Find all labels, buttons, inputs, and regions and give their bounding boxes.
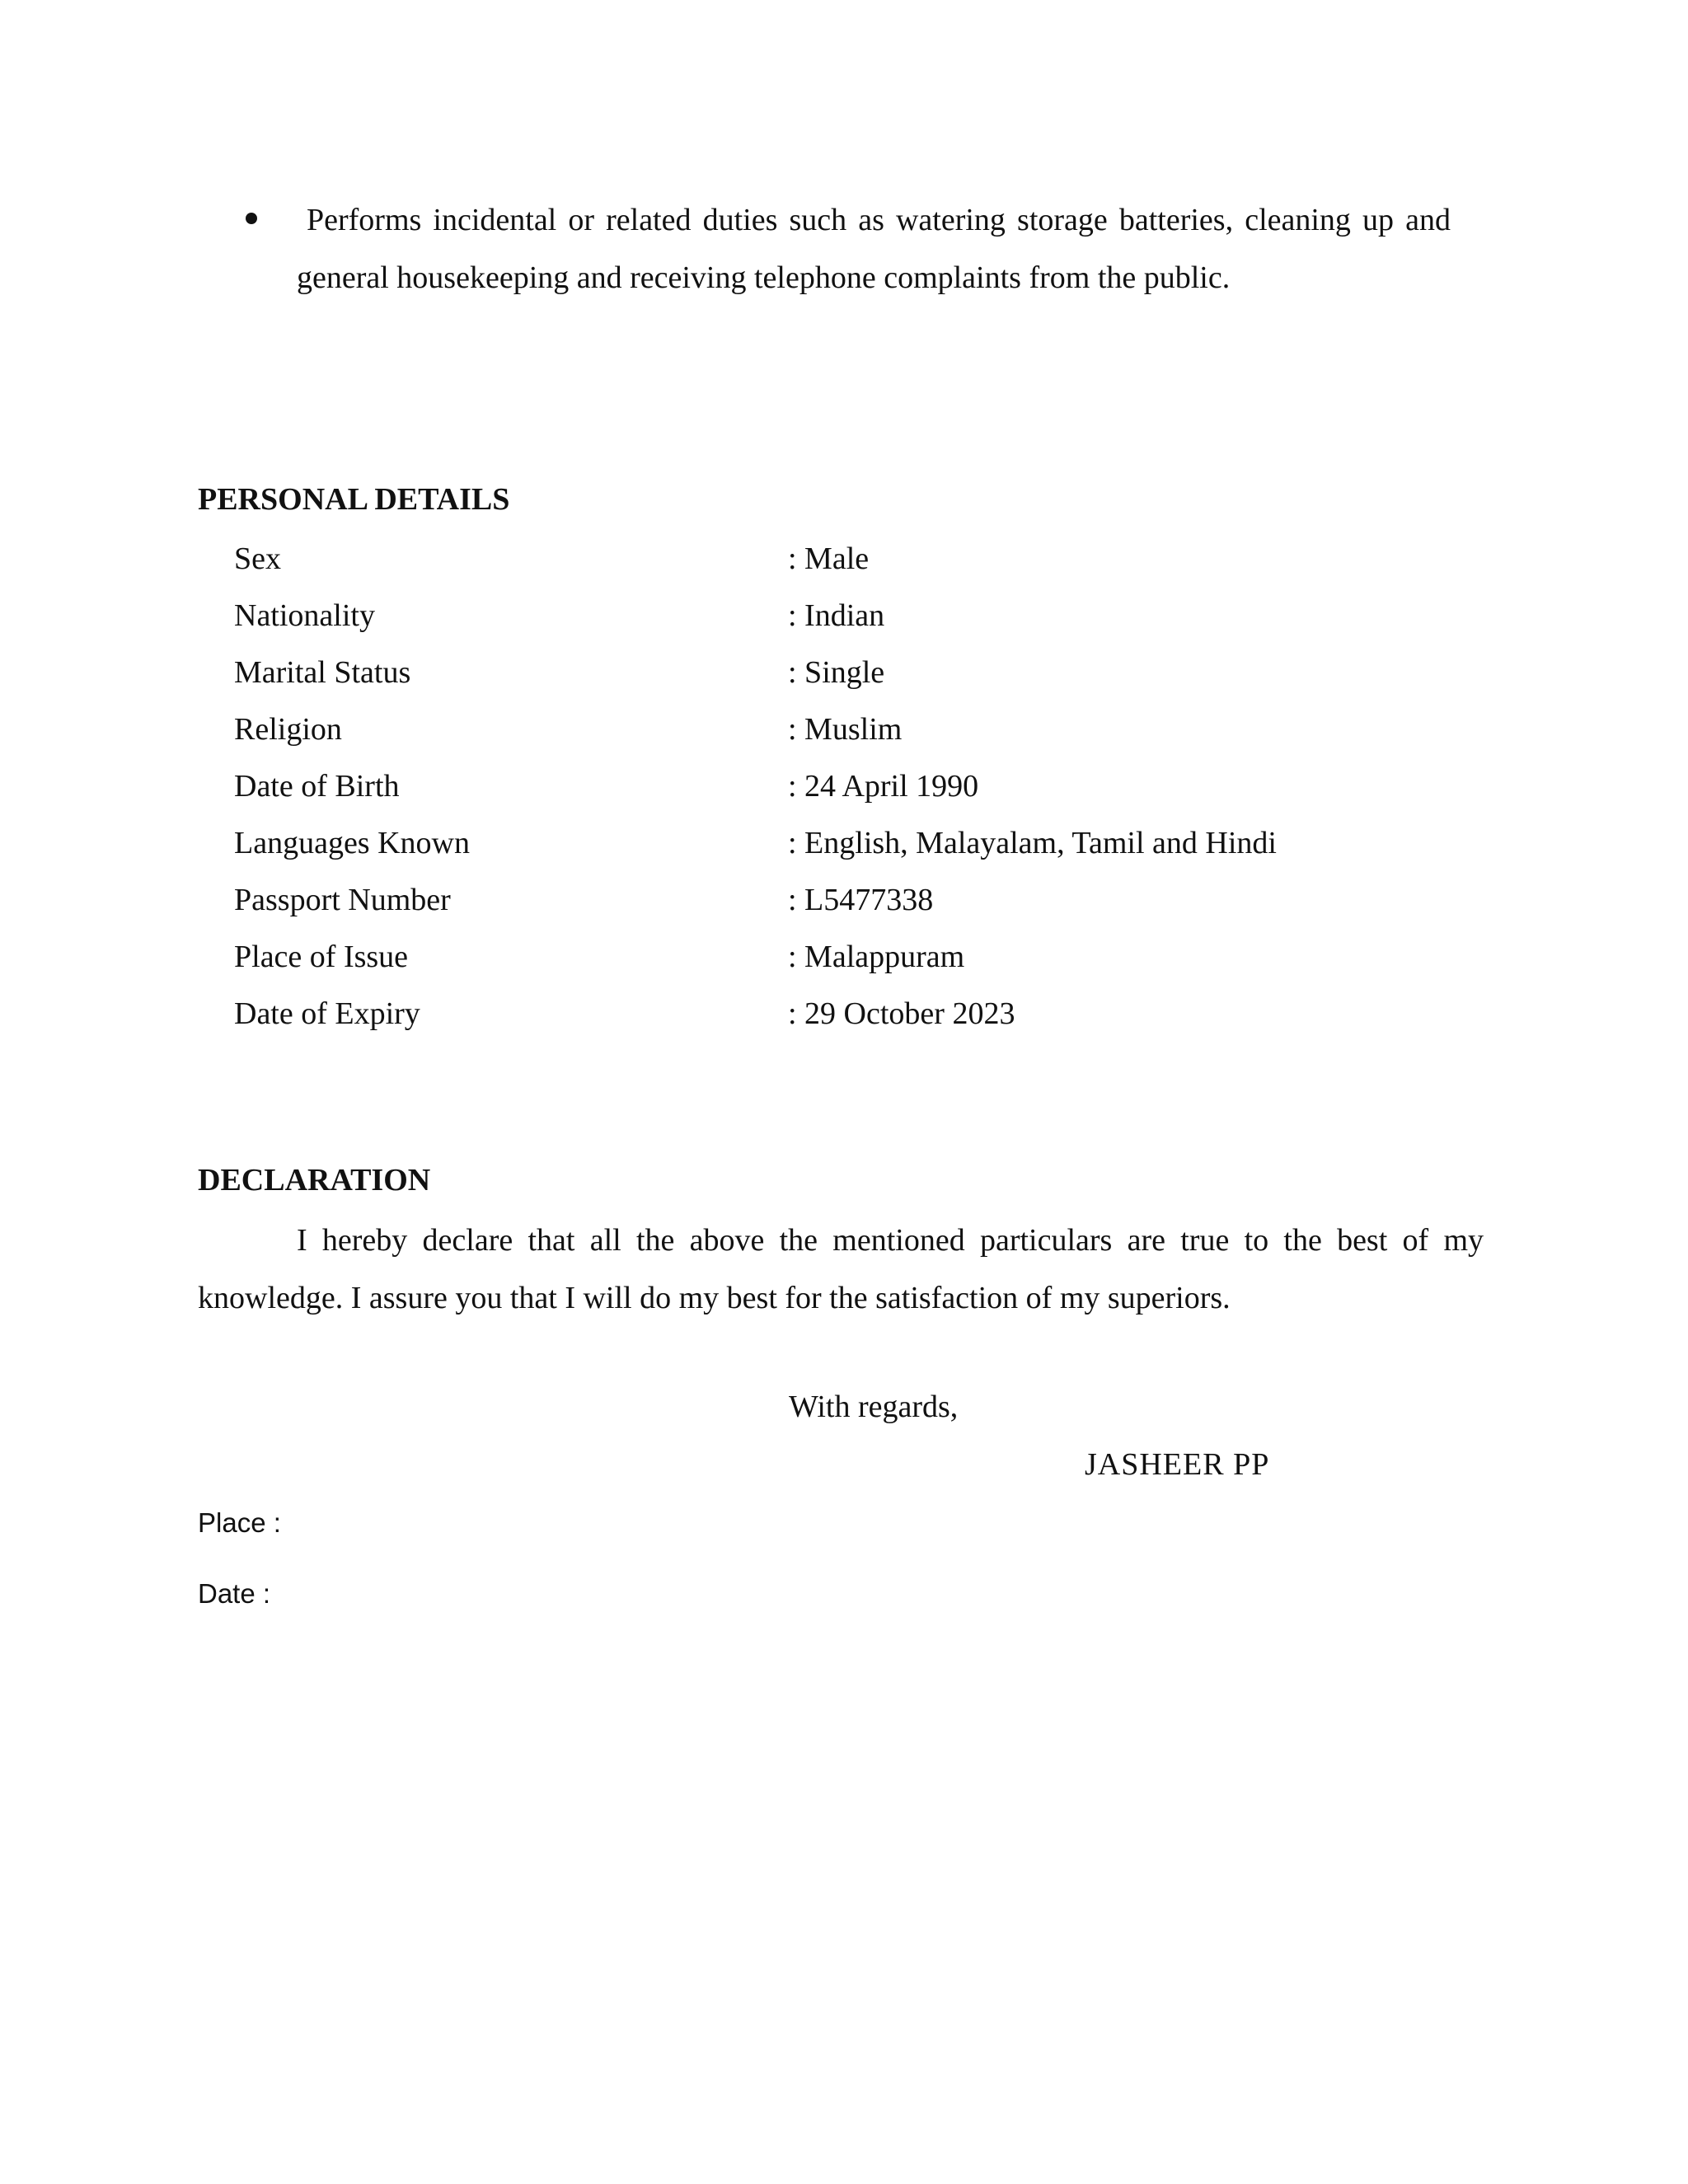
duty-bullet-text: Performs incidental or related duties such as watering storage batteries, cleaning up and general housekeeping and receiving telephone complaints from the public. xyxy=(297,203,1451,295)
detail-value: : 24 April 1990 xyxy=(788,769,979,804)
detail-value: : Single xyxy=(788,655,885,690)
detail-row-sex xyxy=(234,534,1470,591)
detail-value: : Male xyxy=(788,541,870,576)
detail-value: : Indian xyxy=(788,598,885,633)
detail-value: : Malappuram xyxy=(788,940,965,974)
signature-name: JASHEER PP xyxy=(1085,1447,1270,1482)
detail-value: : 29 October 2023 xyxy=(788,996,1015,1031)
detail-row-nationality xyxy=(234,591,1470,648)
detail-row-languages-known xyxy=(234,818,1470,875)
detail-label: Sex xyxy=(234,541,281,576)
detail-row-marital-status xyxy=(234,648,1470,705)
detail-value: : English, Malayalam, Tamil and Hindi xyxy=(788,826,1277,860)
detail-row-place-of-issue xyxy=(234,932,1470,989)
personal-details-list xyxy=(234,534,1470,1046)
detail-row-religion xyxy=(234,705,1470,762)
declaration-heading: DECLARATION xyxy=(198,1163,431,1197)
bullet-icon xyxy=(246,213,257,224)
declaration-paragraph: I hereby declare that all the above the mentioned particulars are true to the best of my knowledge. I assure you that I will do my best for the satisfaction of my superiors. xyxy=(198,1223,1484,1315)
date-label: Date : xyxy=(198,1578,271,1609)
detail-label: Nationality xyxy=(234,598,375,633)
detail-label: Passport Number xyxy=(234,883,451,917)
detail-label: Languages Known xyxy=(234,826,470,860)
detail-label: Place of Issue xyxy=(234,940,409,974)
detail-label: Date of Birth xyxy=(234,769,400,804)
detail-label: Marital Status xyxy=(234,655,411,690)
detail-value: : L5477338 xyxy=(788,883,934,917)
closing-regards: With regards, xyxy=(789,1390,959,1424)
detail-label: Date of Expiry xyxy=(234,996,420,1031)
detail-row-date-of-expiry xyxy=(234,989,1470,1046)
detail-row-passport-number xyxy=(234,875,1470,932)
detail-value: : Muslim xyxy=(788,712,903,747)
detail-label: Religion xyxy=(234,712,342,747)
place-label: Place : xyxy=(198,1507,281,1538)
personal-details-heading: PERSONAL DETAILS xyxy=(198,482,510,517)
detail-row-date-of-birth xyxy=(234,762,1470,818)
